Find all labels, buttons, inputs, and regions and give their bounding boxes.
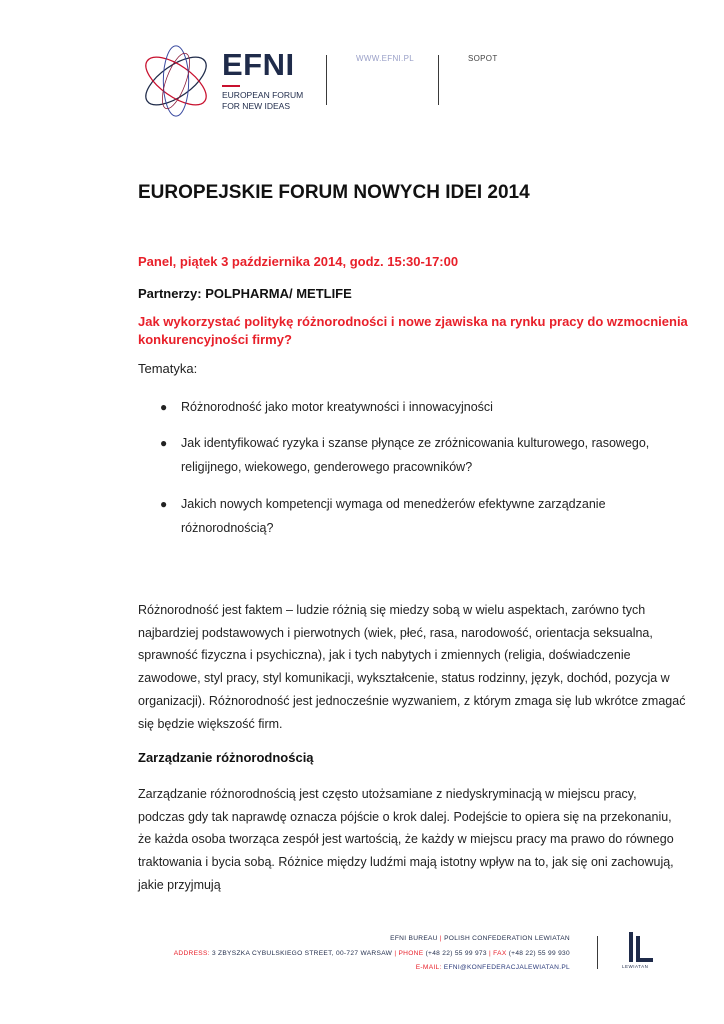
section-heading: Zarządzanie różnorodnością <box>138 750 314 765</box>
panel-date-line: Panel, piątek 3 października 2014, godz. 15:30-17:00 <box>138 254 459 269</box>
footer-address-label: ADDRESS: <box>173 950 210 957</box>
footer-email-link[interactable]: EFNI@KONFEDERACJALEWIATAN.PL <box>443 964 570 971</box>
topic-text: Jakich nowych kompetencji wymaga od menedżerów efektywne zarządzanie różnorodnością? <box>181 497 606 535</box>
footer-address: 3 ZBYSZKA CYBULSKIEGO STREET, 00-727 WARSAW <box>211 950 393 957</box>
footer-phone-label: PHONE <box>398 950 424 957</box>
footer-fax-label: FAX <box>493 950 507 957</box>
document-title: EUROPEJSKIE FORUM NOWYCH IDEI 2014 <box>138 182 530 203</box>
footer-email-line <box>416 964 570 971</box>
bullet-icon: ● <box>160 436 168 450</box>
topic-list-item <box>160 492 700 540</box>
topics-label: Tematyka: <box>138 361 198 376</box>
header-website-link[interactable]: WWW.EFNI.PL <box>356 54 414 63</box>
footer-divider <box>597 936 598 969</box>
header-divider <box>438 55 439 105</box>
footer-separator: | <box>437 935 445 942</box>
logo-name: EFNI <box>222 47 295 82</box>
header-divider <box>326 55 327 105</box>
topic-list-item <box>160 395 700 419</box>
header-city: SOPOT <box>468 54 498 63</box>
footer-fax: (+48 22) 55 99 930 <box>508 950 570 957</box>
footer-bureau: EFNI BUREAU <box>390 935 438 942</box>
topic-text: Jak identyfikować ryzyka i szanse płynące ze zróżnicowania kulturowego, rasowego, religijnego, wiekowego, genderowego pracowników? <box>181 436 650 474</box>
logo-subtitle <box>222 90 303 112</box>
lewiatan-logo-icon <box>626 931 656 963</box>
body-paragraph: Różnorodność jest faktem – ludzie różnią się miedzy sobą w wielu aspektach, zarówno tych najbardziej podstawowych i pierwotnych (wiek, płeć, rasa, narodowość, orientacja seksualna, sprawność fizyczna i psychiczna), jak i tych nabytych i zmiennych (religia, doświadczenie zawodowe, styl pracy, styl komunikacji, wykształcenie, status rodzinny, język, dochód, pozycja w organizacji). Różnorodność jest jednocześnie wyzwaniem, z którym zmaga się lub wkrótce zmagać się będzie większość firm. <box>138 603 686 731</box>
body-paragraph: Zarządzanie różnorodnością jest często utożsamiane z niedyskryminacją w miejscu pracy, podczas gdy tak naprawdę oznacza pójście o krok dalej. Podejście to opiera się na przekonaniu, że każda osoba tworząca zespół jest wartością, że każdy w miejscu pracy ma prawo do równego traktowania i bycia sobą. Różnice między ludźmi mają istotny wpływ na to, jak się oni zachowują, jakie przyjmują <box>138 787 674 892</box>
footer-bureau-line <box>390 935 570 942</box>
footer-phone: (+48 22) 55 99 973 <box>425 950 487 957</box>
bullet-icon: ● <box>160 497 168 511</box>
lewiatan-logo-name: LEWIATAN <box>622 964 649 969</box>
logo-subtitle-line1: EUROPEAN FORUM <box>222 90 304 100</box>
logo-subtitle-line2: FOR NEW IDEAS <box>222 101 291 111</box>
efni-logo-icon <box>137 42 215 120</box>
panel-question: Jak wykorzystać politykę różnorodności i nowe zjawiska na rynku pracy do wzmocnienia konkurencyjności firmy? <box>138 314 688 347</box>
footer-email-label: E-MAIL: <box>415 964 442 971</box>
topic-text: Różnorodność jako motor kreatywności i innowacyjności <box>181 400 493 414</box>
footer-contact-line: ADDRESS: 3 ZBYSZKA CYBULSKIEGO STREET, 00-727 WARSAW | PHONE (+48 22) 55 99 973 | FAX (+48 22) 55 99 930 <box>173 950 570 957</box>
topic-list-item <box>160 431 700 479</box>
footer-org: POLISH CONFEDERATION LEWIATAN <box>444 935 570 942</box>
partners-line: Partnerzy: POLPHARMA/ METLIFE <box>138 286 352 301</box>
bullet-icon: ● <box>160 400 168 414</box>
logo-underline <box>222 85 240 87</box>
